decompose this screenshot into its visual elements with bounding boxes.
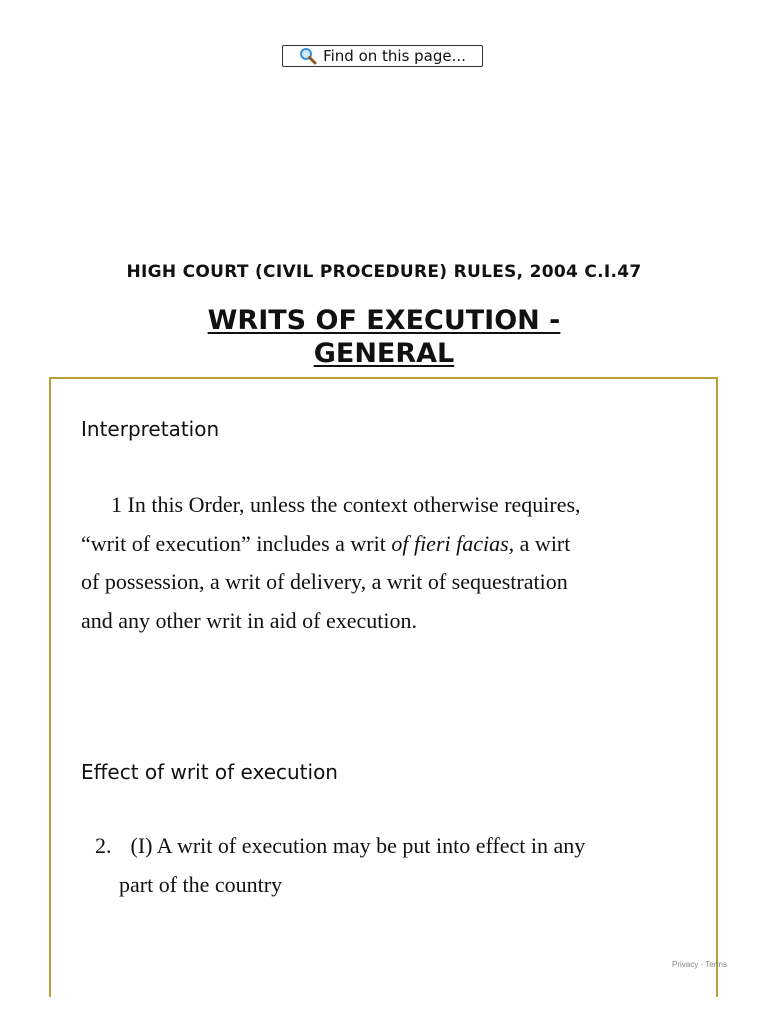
rule-1-line3: of possession, a writ of delivery, a writ of sequestration <box>81 569 568 594</box>
privacy-terms-links[interactable]: Privacy - Terms <box>672 960 727 969</box>
find-on-page-label: Find on this page... <box>323 47 466 65</box>
content-box <box>49 377 718 997</box>
rule-2-number: 2. <box>95 833 112 858</box>
document-title <box>0 304 768 370</box>
rule-1-line1: 1 In this Order, unless the context otherwise requires, <box>111 492 581 517</box>
latin-term: of fieri facias, <box>391 530 515 556</box>
section-heading-effect: Effect of writ of execution <box>81 760 338 784</box>
find-on-page-button[interactable] <box>282 45 483 67</box>
magnifier-icon <box>299 47 317 65</box>
document-title-line1: WRITS OF EXECUTION - <box>207 305 561 336</box>
rule-1-line2: “writ of execution” includes a writ of fieri facias, a wirt <box>81 530 571 556</box>
rule-1-line4: and any other writ in aid of execution. <box>81 607 418 633</box>
rule-2-line2: part of the country <box>119 871 283 897</box>
document-title-line2: GENERAL <box>313 338 455 369</box>
section-heading-interpretation: Interpretation <box>81 417 220 441</box>
rule-1-paragraph <box>81 486 701 640</box>
rule-1-number: 1 <box>111 492 122 517</box>
rule-2-line1: 2. (I) A writ of execution may be put into effect in any <box>95 827 695 866</box>
document-header: HIGH COURT (CIVIL PROCEDURE) RULES, 2004 C.I.47 <box>126 262 642 282</box>
rule-2-item <box>95 827 695 904</box>
